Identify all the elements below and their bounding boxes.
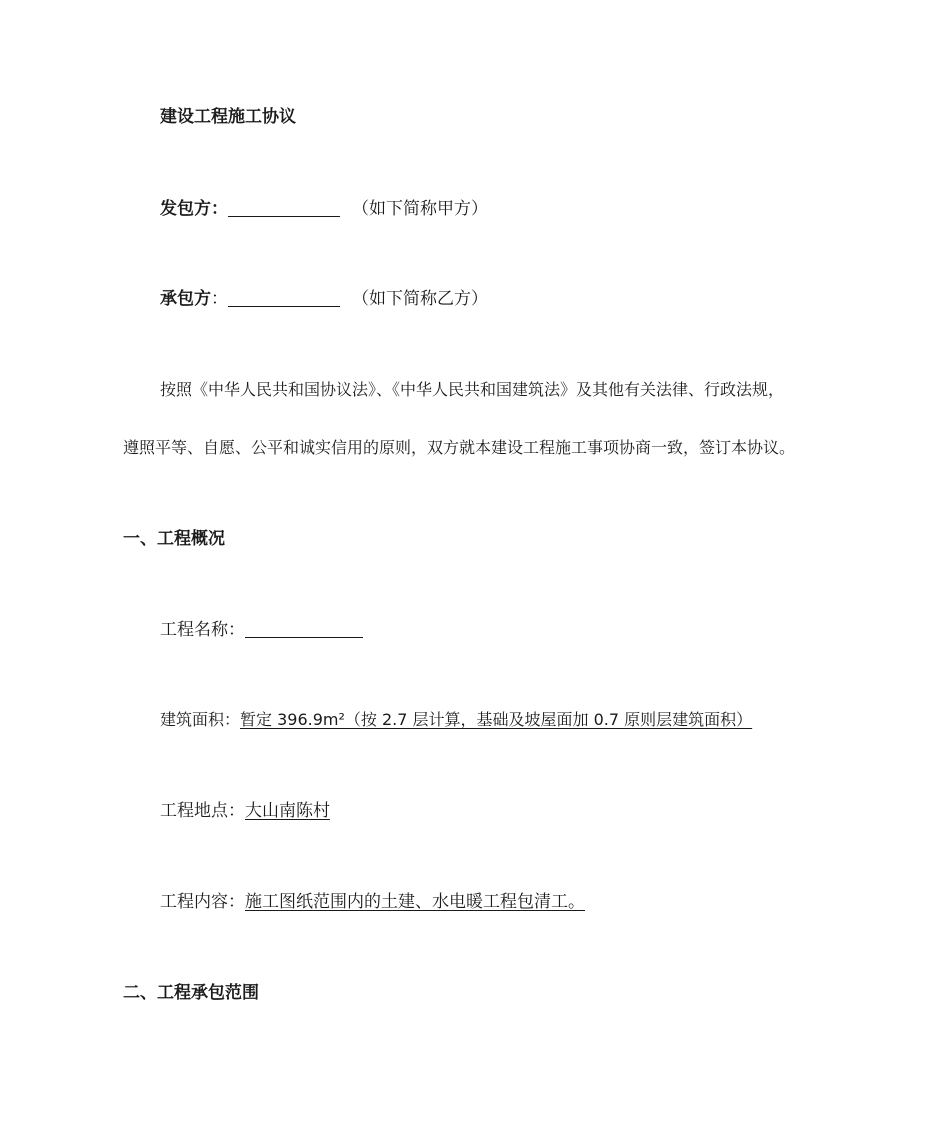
contractor-blank-field — [228, 288, 340, 307]
section-1-heading: 一、工程概况 — [123, 529, 225, 549]
contractor-label: 承包方 — [160, 289, 211, 309]
project-name-blank-field — [245, 619, 363, 638]
section-2-heading: 二、工程承包范围 — [123, 983, 259, 1003]
project-location-value: 大山南陈村 — [245, 801, 330, 821]
employer-line — [160, 197, 488, 221]
project-content-line — [160, 890, 585, 914]
project-content-value: 施工图纸范围内的土建、水电暖工程包清工。 — [245, 892, 585, 912]
project-location-line — [160, 799, 330, 823]
preamble-line-2: 遵照平等、自愿、公平和诚实信用的原则，双方就本建设工程施工事项协商一致，签订本协议。 — [123, 438, 796, 457]
building-area-label: 建筑面积： — [160, 710, 241, 729]
employer-blank-field — [228, 198, 340, 217]
contractor-line — [160, 287, 488, 311]
contractor-note: （如下简称乙方） — [352, 289, 488, 309]
preamble-line-1: 按照《中华人民共和国协议法》、《中华人民共和国建筑法》及其他有关法律、行政法规， — [160, 380, 785, 399]
building-area-line — [160, 708, 752, 732]
employer-note: （如下简称甲方） — [352, 199, 488, 219]
contractor-colon: ： — [211, 289, 228, 309]
employer-label: 发包方 — [160, 199, 211, 219]
project-location-label: 工程地点： — [160, 801, 245, 821]
building-area-value: 暂定 396.9m²（按 2.7 层计算，基础及坡屋面加 0.7 原则层建筑面积） — [240, 710, 753, 729]
project-content-label: 工程内容： — [160, 892, 245, 912]
employer-colon: ： — [211, 199, 228, 219]
project-name-label: 工程名称： — [160, 620, 245, 640]
document-title: 建设工程施工协议 — [160, 107, 296, 127]
project-name-line — [160, 618, 363, 642]
